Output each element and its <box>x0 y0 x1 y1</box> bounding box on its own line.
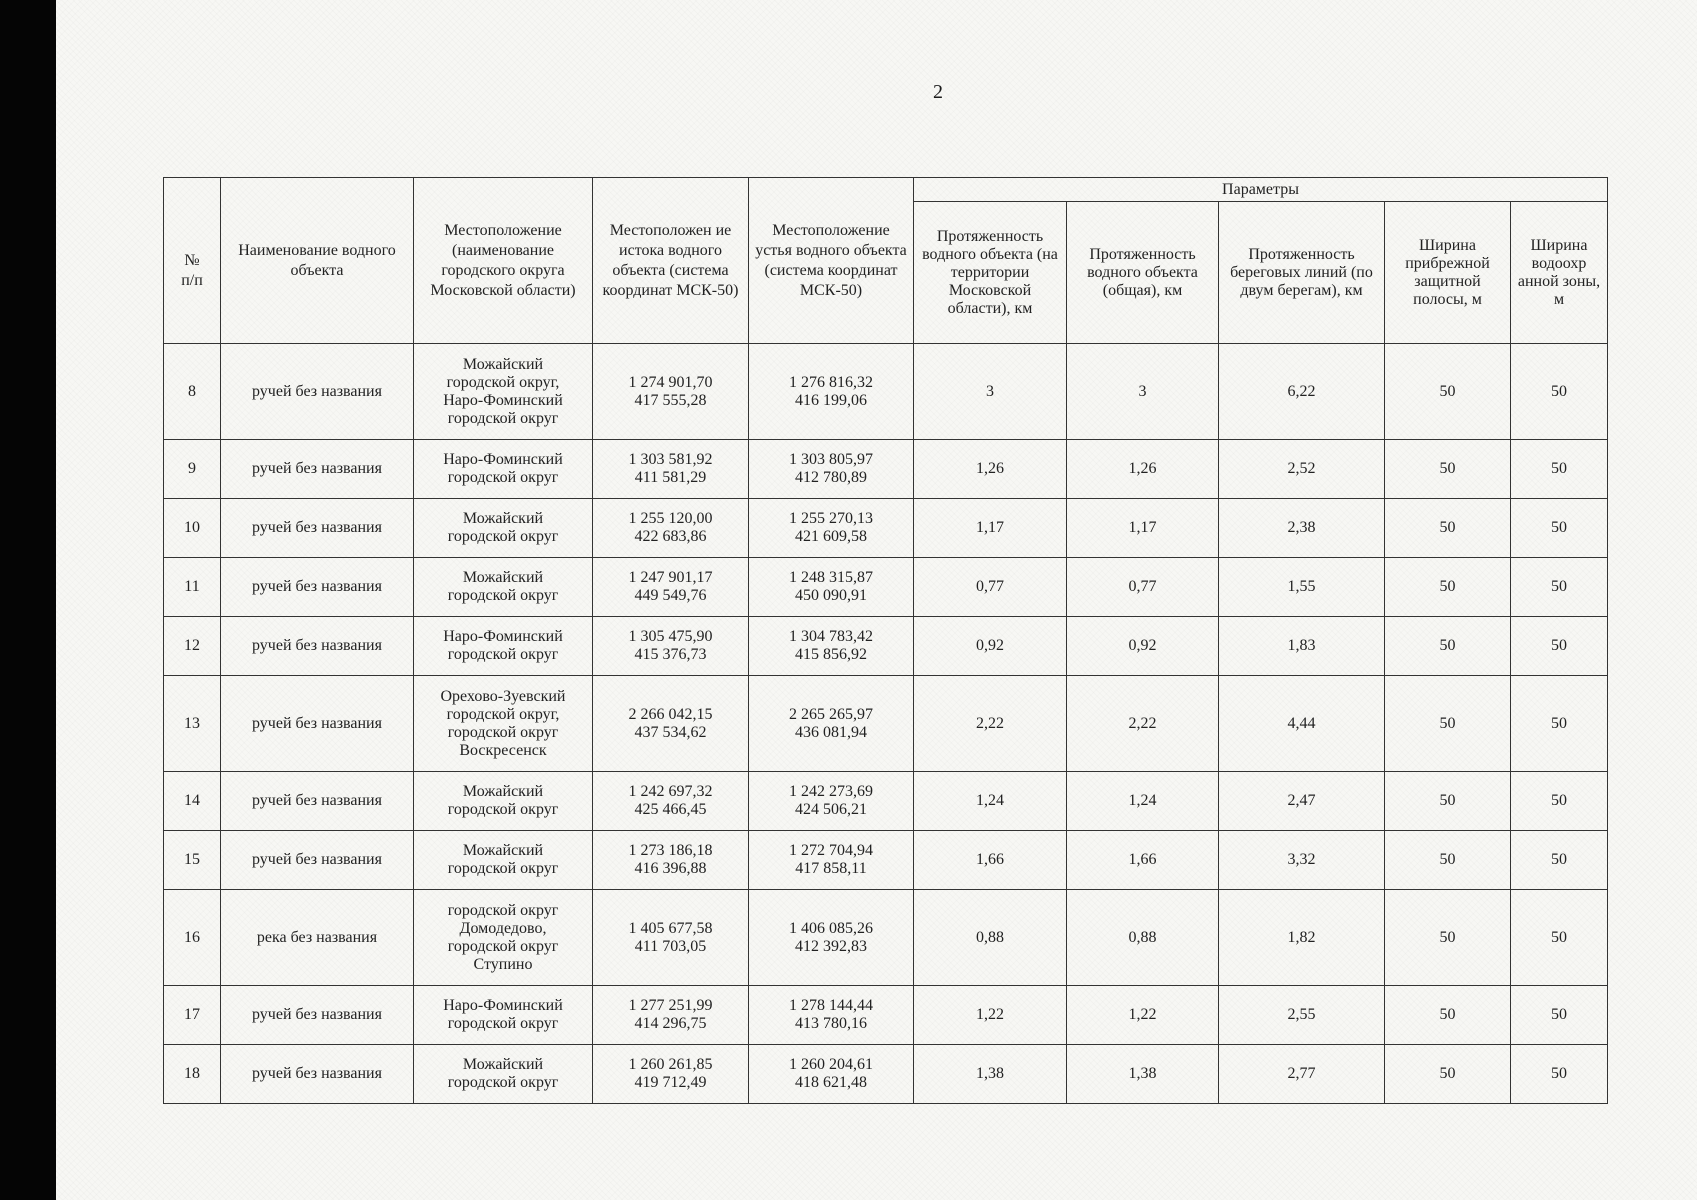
cell-bank-length: 1,82 <box>1219 890 1385 986</box>
cell-mouth-coordinates-line: 424 506,21 <box>795 801 867 818</box>
cell-source-coordinates-line: 419 712,49 <box>634 1074 707 1091</box>
cell-location-line: Наро-Фоминский <box>443 391 563 409</box>
table-row <box>164 676 1608 772</box>
cell-mouth-coordinates <box>749 344 914 440</box>
table-row <box>164 772 1608 831</box>
header-bank-length-label: Протяженность береговых линий (по двум берегам), км <box>1230 245 1373 299</box>
cell-location-line: Можайский <box>462 569 544 586</box>
cell-coastal-width: 50 <box>1385 1045 1511 1104</box>
cell-location-lines <box>417 628 589 664</box>
header-mouth <box>749 178 914 344</box>
cell-source-coordinates-lines <box>596 920 745 956</box>
cell-location-line: городской округ <box>447 901 559 919</box>
cell-mouth-coordinates-line: 1 304 783,42 <box>789 628 873 645</box>
table-row <box>164 1045 1608 1104</box>
cell-mouth-coordinates-lines <box>752 510 910 546</box>
cell-protection-width: 50 <box>1511 558 1608 617</box>
cell-bank-length: 2,38 <box>1219 499 1385 558</box>
cell-name: ручей без названия <box>221 558 414 617</box>
cell-name: ручей без названия <box>221 1045 414 1104</box>
cell-mouth-coordinates <box>749 986 914 1045</box>
cell-mouth-coordinates-line: 1 278 144,44 <box>789 997 873 1014</box>
cell-mouth-coordinates-line: 418 621,48 <box>795 1074 867 1091</box>
table-body <box>164 344 1608 1104</box>
cell-mouth-coordinates-line: 1 303 805,97 <box>789 451 873 468</box>
cell-mouth-coordinates-line: 1 406 085,26 <box>789 919 873 937</box>
cell-coastal-width: 50 <box>1385 617 1511 676</box>
header-length-total-label: Протяженность водного объекта (общая), км <box>1087 245 1198 299</box>
cell-mouth-coordinates-line: 413 780,16 <box>795 1015 867 1032</box>
cell-protection-width: 50 <box>1511 890 1608 986</box>
cell-source-coordinates <box>593 440 749 499</box>
cell-mouth-coordinates-lines <box>752 706 910 742</box>
cell-location-line: городской округ <box>447 937 559 955</box>
cell-mouth-coordinates-line: 415 856,92 <box>795 646 867 663</box>
cell-mouth-coordinates <box>749 617 914 676</box>
table-row <box>164 440 1608 499</box>
cell-location <box>414 558 593 617</box>
header-coastal-width-label: Ширина прибрежной защитной полосы, м <box>1405 236 1490 308</box>
cell-location-lines <box>417 356 589 428</box>
cell-location-line: городской округ <box>447 469 559 486</box>
cell-protection-width: 50 <box>1511 831 1608 890</box>
cell-bank-length: 2,47 <box>1219 772 1385 831</box>
cell-mouth-coordinates-lines <box>752 920 910 956</box>
cell-length-region: 0,77 <box>914 558 1067 617</box>
cell-source-coordinates-line: 422 683,86 <box>634 528 707 545</box>
cell-coastal-width: 50 <box>1385 558 1511 617</box>
cell-mouth-coordinates-line: 1 255 270,13 <box>789 510 873 527</box>
cell-location-line: Орехово-Зуевский <box>440 687 566 705</box>
cell-coastal-width: 50 <box>1385 499 1511 558</box>
cell-location-lines <box>417 997 589 1033</box>
cell-mouth-coordinates-line: 421 609,58 <box>795 528 867 545</box>
cell-source-coordinates-lines <box>596 510 745 546</box>
cell-location-line: городской округ, <box>446 373 560 391</box>
cell-location-line: городской округ <box>447 587 559 604</box>
cell-length-region: 0,88 <box>914 890 1067 986</box>
header-protection-width <box>1511 202 1608 344</box>
table-row <box>164 499 1608 558</box>
cell-location <box>414 772 593 831</box>
cell-name: ручей без названия <box>221 676 414 772</box>
cell-source-coordinates <box>593 986 749 1045</box>
cell-protection-width: 50 <box>1511 986 1608 1045</box>
cell-location <box>414 676 593 772</box>
cell-location-line: Можайский <box>462 1056 544 1073</box>
cell-source-coordinates-lines <box>596 1056 745 1092</box>
cell-num: 9 <box>164 440 221 499</box>
cell-mouth-coordinates <box>749 440 914 499</box>
cell-source-coordinates-line: 1 277 251,99 <box>628 997 713 1014</box>
cell-source-coordinates-line: 1 303 581,92 <box>628 451 713 468</box>
header-num <box>164 178 221 344</box>
cell-mouth-coordinates <box>749 1045 914 1104</box>
header-source-label: Местоположен ие истока водного объекта (система координат МСК-50) <box>602 221 739 299</box>
cell-location-lines <box>417 451 589 487</box>
table-header <box>164 178 1608 344</box>
cell-location-line: Наро-Фоминский <box>443 628 563 645</box>
cell-name: ручей без названия <box>221 831 414 890</box>
cell-source-coordinates-line: 2 266 042,15 <box>628 705 713 723</box>
cell-source-coordinates-line: 437 534,62 <box>634 723 707 741</box>
cell-length-region: 2,22 <box>914 676 1067 772</box>
cell-bank-length: 1,83 <box>1219 617 1385 676</box>
cell-mouth-coordinates-line: 1 248 315,87 <box>789 569 873 586</box>
cell-source-coordinates-line: 449 549,76 <box>634 587 707 604</box>
cell-mouth-coordinates-line: 417 858,11 <box>795 860 867 877</box>
cell-source-coordinates-line: 1 247 901,17 <box>628 569 713 586</box>
cell-length-region: 3 <box>914 344 1067 440</box>
cell-location-lines <box>417 783 589 819</box>
cell-location <box>414 831 593 890</box>
cell-source-coordinates-lines <box>596 783 745 819</box>
cell-mouth-coordinates <box>749 890 914 986</box>
cell-source-coordinates-line: 1 260 261,85 <box>628 1056 713 1073</box>
cell-source-coordinates-line: 1 242 697,32 <box>628 783 713 800</box>
cell-location-line: городской округ, <box>446 705 560 723</box>
cell-protection-width: 50 <box>1511 499 1608 558</box>
cell-source-coordinates <box>593 676 749 772</box>
cell-source-coordinates <box>593 831 749 890</box>
cell-mouth-coordinates-line: 436 081,94 <box>795 723 867 741</box>
cell-num: 13 <box>164 676 221 772</box>
cell-length-total: 1,26 <box>1067 440 1219 499</box>
header-location-label: Местоположение (наименование городского округа Московской области) <box>430 221 576 299</box>
cell-num: 11 <box>164 558 221 617</box>
cell-name: ручей без названия <box>221 617 414 676</box>
cell-source-coordinates <box>593 1045 749 1104</box>
cell-length-region: 1,38 <box>914 1045 1067 1104</box>
cell-location <box>414 440 593 499</box>
header-params-label: Параметры <box>1222 180 1299 198</box>
cell-mouth-coordinates-lines <box>752 569 910 605</box>
cell-length-total: 1,22 <box>1067 986 1219 1045</box>
cell-length-region: 1,26 <box>914 440 1067 499</box>
cell-location-line: Можайский <box>462 783 544 800</box>
cell-num: 10 <box>164 499 221 558</box>
cell-bank-length: 3,32 <box>1219 831 1385 890</box>
cell-mouth-coordinates-lines <box>752 451 910 487</box>
scan-edge <box>0 0 56 1200</box>
cell-source-coordinates <box>593 558 749 617</box>
cell-mouth-coordinates-line: 412 780,89 <box>795 469 867 486</box>
table-row <box>164 890 1608 986</box>
cell-mouth-coordinates <box>749 831 914 890</box>
cell-length-total: 0,92 <box>1067 617 1219 676</box>
cell-mouth-coordinates-line: 412 392,83 <box>795 937 867 955</box>
cell-num: 16 <box>164 890 221 986</box>
cell-length-region: 0,92 <box>914 617 1067 676</box>
cell-source-coordinates-lines <box>596 706 745 742</box>
cell-location-line: Наро-Фоминский <box>443 997 563 1014</box>
cell-mouth-coordinates-line: 416 199,06 <box>795 391 867 409</box>
cell-location-line: городской округ <box>447 801 559 818</box>
cell-coastal-width: 50 <box>1385 831 1511 890</box>
cell-source-coordinates-line: 411 703,05 <box>634 937 707 955</box>
cell-name: ручей без названия <box>221 772 414 831</box>
cell-source-coordinates-lines <box>596 374 745 410</box>
water-objects-table <box>163 177 1608 1104</box>
cell-location <box>414 1045 593 1104</box>
cell-source-coordinates-lines <box>596 451 745 487</box>
cell-source-coordinates-lines <box>596 628 745 664</box>
cell-coastal-width: 50 <box>1385 772 1511 831</box>
cell-coastal-width: 50 <box>1385 440 1511 499</box>
cell-location-line: городской округ <box>447 646 559 663</box>
cell-coastal-width: 50 <box>1385 676 1511 772</box>
cell-length-region: 1,24 <box>914 772 1067 831</box>
cell-length-total: 1,17 <box>1067 499 1219 558</box>
cell-num: 15 <box>164 831 221 890</box>
cell-source-coordinates-line: 416 396,88 <box>634 860 707 877</box>
header-params <box>914 178 1608 202</box>
cell-protection-width: 50 <box>1511 440 1608 499</box>
cell-source-coordinates-line: 425 466,45 <box>634 801 707 818</box>
header-location <box>414 178 593 344</box>
cell-source-coordinates-line: 1 274 901,70 <box>628 373 713 391</box>
header-bank-length <box>1219 202 1385 344</box>
cell-source-coordinates-line: 411 581,29 <box>634 469 707 486</box>
cell-mouth-coordinates <box>749 676 914 772</box>
cell-mouth-coordinates-line: 450 090,91 <box>795 587 867 604</box>
cell-location-lines <box>417 510 589 546</box>
cell-num: 12 <box>164 617 221 676</box>
cell-length-total: 1,66 <box>1067 831 1219 890</box>
cell-coastal-width: 50 <box>1385 344 1511 440</box>
cell-location-lines <box>417 902 589 974</box>
header-name-label: Наименование водного объекта <box>238 241 396 279</box>
cell-source-coordinates-lines <box>596 997 745 1033</box>
cell-location-line: Воскресенск <box>459 741 547 759</box>
cell-source-coordinates-line: 414 296,75 <box>634 1015 707 1032</box>
header-length-region <box>914 202 1067 344</box>
cell-protection-width: 50 <box>1511 617 1608 676</box>
cell-location <box>414 617 593 676</box>
cell-location-line: Ступино <box>473 955 533 973</box>
cell-num: 8 <box>164 344 221 440</box>
cell-location <box>414 986 593 1045</box>
cell-location <box>414 890 593 986</box>
cell-mouth-coordinates-line: 1 276 816,32 <box>789 373 873 391</box>
cell-source-coordinates-line: 417 555,28 <box>634 391 707 409</box>
cell-source-coordinates <box>593 617 749 676</box>
cell-source-coordinates-lines <box>596 842 745 878</box>
header-mouth-label: Местоположение устья водного объекта (система координат МСК-50) <box>755 221 907 299</box>
cell-mouth-coordinates-line: 1 260 204,61 <box>789 1056 873 1073</box>
header-num-label: № п/п <box>181 251 203 289</box>
page-number: 2 <box>933 81 943 103</box>
header-length-total <box>1067 202 1219 344</box>
cell-location-lines <box>417 842 589 878</box>
cell-mouth-coordinates-lines <box>752 783 910 819</box>
cell-location-line: городской округ <box>447 1015 559 1032</box>
cell-name: ручей без названия <box>221 344 414 440</box>
cell-mouth-coordinates-line: 1 242 273,69 <box>789 783 873 800</box>
cell-protection-width: 50 <box>1511 772 1608 831</box>
cell-mouth-coordinates-line: 2 265 265,97 <box>789 705 873 723</box>
cell-num: 17 <box>164 986 221 1045</box>
table-row <box>164 986 1608 1045</box>
cell-name: река без названия <box>221 890 414 986</box>
header-coastal-width <box>1385 202 1511 344</box>
cell-mouth-coordinates-line: 1 272 704,94 <box>789 842 873 859</box>
cell-source-coordinates-line: 1 273 186,18 <box>628 842 713 859</box>
cell-protection-width: 50 <box>1511 676 1608 772</box>
cell-num: 14 <box>164 772 221 831</box>
cell-mouth-coordinates-lines <box>752 1056 910 1092</box>
cell-source-coordinates <box>593 890 749 986</box>
cell-coastal-width: 50 <box>1385 986 1511 1045</box>
cell-name: ручей без названия <box>221 499 414 558</box>
cell-length-total: 2,22 <box>1067 676 1219 772</box>
cell-source-coordinates <box>593 772 749 831</box>
cell-location-line: городской округ <box>447 528 559 545</box>
cell-name: ручей без названия <box>221 440 414 499</box>
table-row <box>164 831 1608 890</box>
cell-location-line: городской округ <box>447 860 559 877</box>
header-row-top <box>164 178 1608 202</box>
cell-length-total: 0,88 <box>1067 890 1219 986</box>
cell-source-coordinates <box>593 499 749 558</box>
cell-mouth-coordinates-lines <box>752 842 910 878</box>
header-protection-width-label: Ширина водоохр анной зоны, м <box>1517 236 1601 308</box>
table-row <box>164 617 1608 676</box>
cell-mouth-coordinates-lines <box>752 628 910 664</box>
cell-bank-length: 4,44 <box>1219 676 1385 772</box>
cell-location-line: городской округ <box>447 723 559 741</box>
cell-location-line: Домодедово, <box>459 919 547 937</box>
header-name <box>221 178 414 344</box>
cell-source-coordinates-line: 1 255 120,00 <box>628 510 713 527</box>
cell-mouth-coordinates <box>749 558 914 617</box>
table-row <box>164 558 1608 617</box>
cell-length-total: 1,24 <box>1067 772 1219 831</box>
cell-location-line: Можайский <box>462 510 544 527</box>
cell-bank-length: 2,52 <box>1219 440 1385 499</box>
cell-location-lines <box>417 688 589 760</box>
cell-protection-width: 50 <box>1511 344 1608 440</box>
cell-length-region: 1,66 <box>914 831 1067 890</box>
cell-mouth-coordinates <box>749 772 914 831</box>
cell-bank-length: 2,55 <box>1219 986 1385 1045</box>
cell-bank-length: 2,77 <box>1219 1045 1385 1104</box>
cell-location-line: городской округ <box>447 409 559 427</box>
cell-location-line: Наро-Фоминский <box>443 451 563 468</box>
cell-source-coordinates-line: 1 305 475,90 <box>628 628 713 645</box>
cell-location-line: Можайский <box>462 842 544 859</box>
cell-location <box>414 344 593 440</box>
table-row <box>164 344 1608 440</box>
cell-mouth-coordinates-lines <box>752 997 910 1033</box>
cell-length-region: 1,17 <box>914 499 1067 558</box>
cell-location-lines <box>417 1056 589 1092</box>
cell-length-total: 0,77 <box>1067 558 1219 617</box>
cell-name: ручей без названия <box>221 986 414 1045</box>
cell-num: 18 <box>164 1045 221 1104</box>
cell-source-coordinates-lines <box>596 569 745 605</box>
cell-bank-length: 6,22 <box>1219 344 1385 440</box>
cell-location-line: Можайский <box>462 355 544 373</box>
header-source <box>593 178 749 344</box>
cell-length-total: 1,38 <box>1067 1045 1219 1104</box>
cell-bank-length: 1,55 <box>1219 558 1385 617</box>
cell-location <box>414 499 593 558</box>
cell-source-coordinates <box>593 344 749 440</box>
cell-source-coordinates-line: 415 376,73 <box>634 646 707 663</box>
cell-coastal-width: 50 <box>1385 890 1511 986</box>
cell-mouth-coordinates <box>749 499 914 558</box>
cell-location-line: городской округ <box>447 1074 559 1091</box>
cell-source-coordinates-line: 1 405 677,58 <box>628 919 713 937</box>
header-length-region-label: Протяженность водного объекта (на территории Московской области), км <box>922 227 1058 317</box>
cell-mouth-coordinates-lines <box>752 374 910 410</box>
cell-location-lines <box>417 569 589 605</box>
cell-length-region: 1,22 <box>914 986 1067 1045</box>
cell-length-total: 3 <box>1067 344 1219 440</box>
cell-protection-width: 50 <box>1511 1045 1608 1104</box>
